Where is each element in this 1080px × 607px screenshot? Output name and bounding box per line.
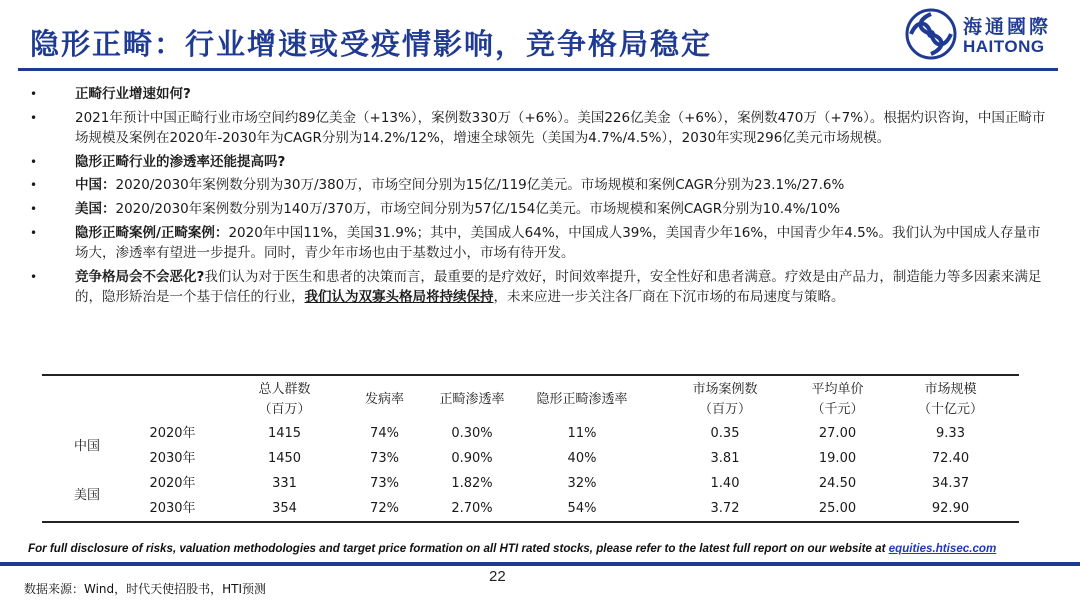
table-cell-incidence: 73% (370, 476, 399, 491)
title-divider (18, 68, 1058, 71)
bullet-item (30, 84, 1050, 105)
table-cell-year: 2020年 (149, 426, 196, 441)
bullet-item (30, 108, 1050, 149)
table-cell-cases: 3.72 (710, 501, 740, 516)
table-cell-total-pop: 331 (272, 476, 297, 491)
table-cell-cases: 0.35 (710, 426, 740, 441)
table-bottom-rule (42, 521, 1019, 523)
disclaimer (28, 542, 996, 555)
bullet-dot: • (30, 87, 38, 101)
bullet-dot: • (30, 178, 38, 193)
bullet-heading: 隐形正畸案例/正畸案例： (75, 224, 229, 241)
header-total-pop: 总人群数 (258, 382, 311, 397)
table-cell-cases: 1.40 (710, 476, 740, 491)
bullet-heading: 中国： (75, 177, 116, 194)
bullet-heading: 正畸行业增速如何? (75, 86, 191, 102)
bullet-heading: 美国： (75, 200, 116, 217)
bullet-dot: • (30, 154, 38, 169)
table-cell-clear-pen: 11% (567, 426, 597, 441)
header-clear-aligner-penetration: 隐形正畸渗透率 (536, 392, 628, 407)
bullet-dot: • (30, 201, 38, 216)
bullet-item (30, 199, 1050, 220)
page-number: 22 (489, 568, 506, 585)
table-cell-price: 25.00 (818, 501, 857, 516)
bullet-text: 2021年预计中国正畸行业市场空间约89亿美金（+13%），案例数330万（+6%）。美国226亿美金（+6%），案例数470万（+7%）。根据灼识咨询，中国正畸市场规模及案例在2020年-2030年为CAGR分别为14.2%/12%，增速全球领先（美国为4.7%/4.5%），2030年实现296亿美元市场规模。 (75, 109, 1046, 147)
table-cell-incidence: 73% (370, 451, 399, 466)
bullet-emphasis: 我们认为双寡头格局将持续保持 (304, 289, 494, 306)
header-cases: 市场案例数 (692, 382, 758, 397)
bullet-dot: • (30, 225, 38, 240)
bullet-heading: 隐形正畸行业的渗透率还能提高吗? (75, 153, 286, 170)
table-cell-ortho-pen: 1.82% (451, 476, 493, 491)
bullet-dot: • (30, 110, 38, 125)
table-cell-total-pop: 1450 (267, 451, 302, 466)
table-cell-ortho-pen: 0.90% (451, 451, 493, 466)
bullet-dot: • (30, 269, 38, 284)
table-cell-price: 27.00 (818, 426, 857, 441)
header-cases-unit: （百万） (698, 402, 751, 417)
table-cell-price: 24.50 (818, 476, 857, 491)
table-cell-clear-pen: 32% (567, 476, 597, 491)
header-market-size: 市场规模 (924, 382, 977, 397)
table-cell-year: 2030年 (149, 451, 196, 466)
header-price-unit: （千元） (811, 402, 864, 417)
header-incidence: 发病率 (364, 392, 404, 407)
table-cell-incidence: 72% (370, 501, 399, 516)
bullet-text: 2020/2030年案例数分别为30万/380万，市场空间分别为15亿/119亿美元。市场规模和案例CAGR分别为23.1%/27.6% (115, 177, 845, 194)
header-market-size-unit: （十亿元） (917, 402, 983, 417)
bullet-list (30, 84, 1050, 311)
group-label-china: 中国 (73, 439, 100, 454)
bullet-text: 我们认为对于医生和患者的决策而言，最重要的是疗效好，时间效率提升，安全性好和患者满意。疗效是由产品力，制造能力等多因素来满足的，隐形矫治是一个基于信任的行业， (75, 268, 1042, 306)
table-cell-year: 2030年 (149, 501, 196, 516)
footer-divider (0, 562, 1080, 566)
table-cell-size: 92.90 (931, 501, 970, 516)
table-cell-clear-pen: 40% (567, 451, 597, 466)
table-cell-cases: 3.81 (710, 451, 740, 466)
website-link[interactable]: equities.htisec.com (888, 542, 997, 555)
table-cell-size: 9.33 (936, 426, 965, 441)
header-ortho-penetration: 正畸渗透率 (439, 392, 505, 407)
table-cell-ortho-pen: 2.70% (451, 501, 493, 516)
page-title: 隐形正畸：行业增速或受疫情影响，竞争格局稳定 (30, 27, 713, 61)
table-cell-year: 2020年 (149, 476, 196, 491)
table-cell-clear-pen: 54% (567, 501, 597, 516)
bullet-item (30, 223, 1050, 264)
haitong-logo (905, 8, 1065, 62)
group-label-usa: 美国 (73, 488, 100, 503)
haitong-swirl-logo-icon (905, 8, 957, 60)
table-cell-price: 19.00 (818, 451, 857, 466)
logo-text-cn: 海通國際 (963, 16, 1052, 38)
table-cell-size: 72.40 (931, 451, 970, 466)
bullet-item (30, 267, 1050, 308)
bullet-text-tail: ，未来应进一步关注各厂商在下沉市场的布局速度与策略。 (493, 289, 845, 306)
data-source: 数据来源：Wind，时代天使招股书，HTI预测 (24, 582, 267, 596)
disclaimer-text: For full disclosure of risks, valuation methodologies and target price formation on all HTI rated stocks, please refer to the latest full report on our website at (28, 542, 889, 555)
bullet-item (30, 175, 1050, 196)
bullet-heading: 竞争格局会不会恶化? (75, 268, 205, 285)
table-cell-size: 34.37 (931, 476, 970, 491)
logo-text-en: HAITONG (963, 37, 1045, 56)
table-top-rule (42, 374, 1019, 376)
table-cell-ortho-pen: 0.30% (451, 426, 493, 441)
table-cell-incidence: 74% (370, 426, 399, 441)
table-cell-total-pop: 354 (272, 501, 297, 516)
header-price: 平均单价 (811, 382, 864, 397)
bullet-text: 2020年中国11%，美国31.9%；其中，美国成人64%，中国成人39%，美国青少年16%，中国青少年4.5%。我们认为中国成人存量市场大，渗透率有望进一步提升。同时，青少年市场也由于基数过小，市场有待开发。 (75, 224, 1041, 262)
table-cell-total-pop: 1415 (267, 426, 302, 441)
bullet-item (30, 152, 1050, 173)
bullet-text: 2020/2030年案例数分别为140万/370万，市场空间分别为57亿/154亿美元。市场规模和案例CAGR分别为10.4%/10% (115, 200, 841, 217)
header-total-pop-unit: （百万） (258, 402, 311, 417)
